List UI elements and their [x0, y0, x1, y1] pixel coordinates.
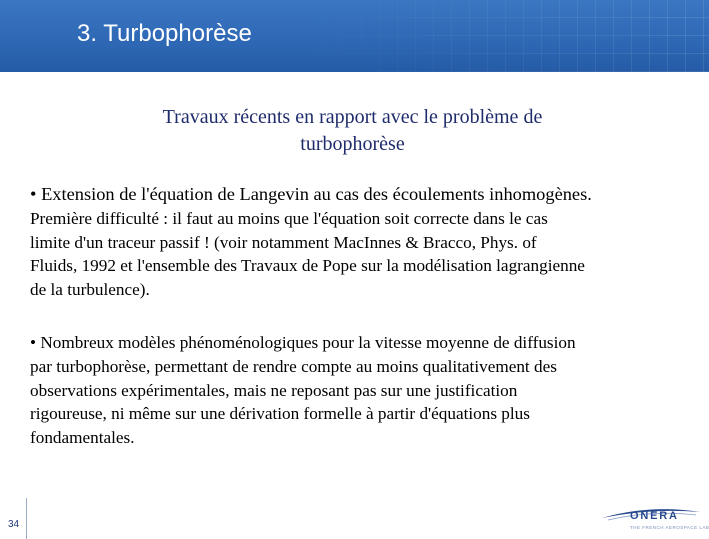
logo-wordmark: ONERA — [630, 510, 679, 522]
bullet-block-1 — [30, 183, 690, 302]
bullet-block-2 — [30, 331, 690, 450]
slide-header — [0, 0, 709, 72]
bullet-2-line-2: par turbophorèse, permettant de rendre compte au moins qualitativement des — [30, 356, 557, 376]
subtitle-line-1: Travaux récents en rapport avec le problème de — [162, 106, 543, 128]
onera-logo — [600, 506, 709, 536]
bullet-2-line-5: fondamentales. — [30, 428, 135, 448]
bullet-2-line-1 — [30, 331, 690, 355]
logo-tagline: THE FRENCH AEROSPACE LAB — [630, 525, 709, 530]
bullet-2-marker: • — [30, 333, 37, 352]
bullet-2-line-3: observations expérimentales, mais ne reposant pas sur une justification — [30, 380, 518, 400]
bullet-1-lead — [30, 183, 690, 207]
header-grid-pattern — [289, 0, 709, 72]
bullet-1-line-1: Première difficulté : il faut au moins que l'équation soit correcte dans le cas — [30, 208, 548, 228]
footer-divider — [26, 498, 27, 539]
page-number: 34 — [8, 519, 20, 530]
bullet-2-line-1-text: Nombreux modèles phénoménologiques pour la vitesse moyenne de diffusion — [40, 333, 576, 352]
bullet-1-line-4: de la turbulence). — [30, 280, 150, 300]
bullet-1-marker: • — [30, 184, 37, 204]
bullet-1-lead-text: Extension de l'équation de Langevin au cas des écoulements inhomogènes. — [41, 184, 592, 204]
bullet-1-line-3: Fluids, 1992 et l'ensemble des Travaux de Pope sur la modélisation lagrangienne — [30, 256, 585, 276]
bullet-1-line-2: limite d'un traceur passif ! (voir notamment MacInnes & Bracco, Phys. of — [30, 232, 537, 252]
bullet-2-line-4: rigoureuse, ni même sur une dérivation formelle à partir d'équations plus — [30, 404, 530, 424]
slide-subtitle — [100, 104, 605, 158]
slide-title: 3. Turbophorèse — [77, 20, 252, 47]
subtitle-line-2: turbophorèse — [300, 133, 405, 155]
